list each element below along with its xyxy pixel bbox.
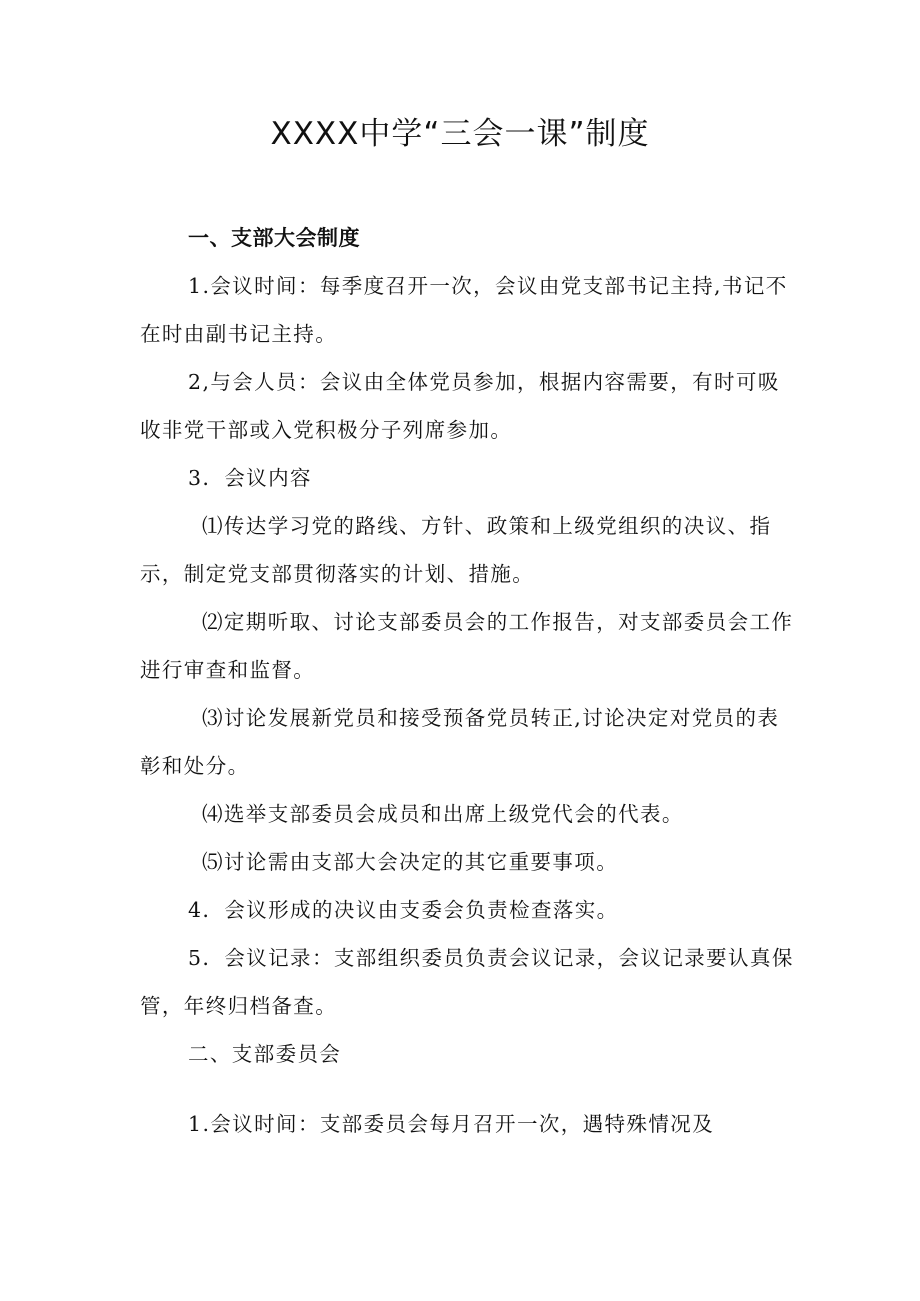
paragraph-meeting-minutes: 5．会议记录：支部组织委员负责会议记录，会议记录要认真保管，年终归档备查。 <box>140 946 794 1018</box>
paragraph-committee-meeting-time: 1.会议时间：支部委员会每月召开一次，遇特殊情况及 <box>188 1112 715 1136</box>
paragraph-resolution-followup: 4．会议形成的决议由支委会负责检查落实。 <box>188 898 619 922</box>
paragraph-meeting-content: 3．会议内容 <box>188 466 312 490</box>
paragraph-content-item-5: ⑸讨论需由支部大会决定的其它重要事项。 <box>202 850 619 874</box>
document-body <box>140 214 800 1148</box>
paragraph-content-item-3: ⑶讨论发展新党员和接受预备党员转正,讨论决定对党员的表彰和处分。 <box>140 706 780 778</box>
section-heading-branch-general-meeting: 一、支部大会制度 <box>188 226 360 250</box>
section-heading-branch-committee: 二、支部委员会 <box>188 1042 342 1066</box>
paragraph-attendees: 2,与会人员：会议由全体党员参加，根据内容需要，有时可吸收非党干部或入党积极分子列席参加。 <box>140 370 780 442</box>
paragraph-meeting-time: 1.会议时间：每季度召开一次，会议由党支部书记主持,书记不在时由副书记主持。 <box>140 274 788 346</box>
paragraph-content-item-1: ⑴传达学习党的路线、方针、政策和上级党组织的决议、指示，制定党支部贯彻落实的计划、措施。 <box>140 514 772 586</box>
document-title: XXXX中学“三会一课”制度 <box>270 116 650 152</box>
paragraph-content-item-2: ⑵定期听取、讨论支部委员会的工作报告，对支部委员会工作进行审查和监督。 <box>140 610 794 682</box>
paragraph-content-item-4: ⑷选举支部委员会成员和出席上级党代会的代表。 <box>202 802 684 826</box>
